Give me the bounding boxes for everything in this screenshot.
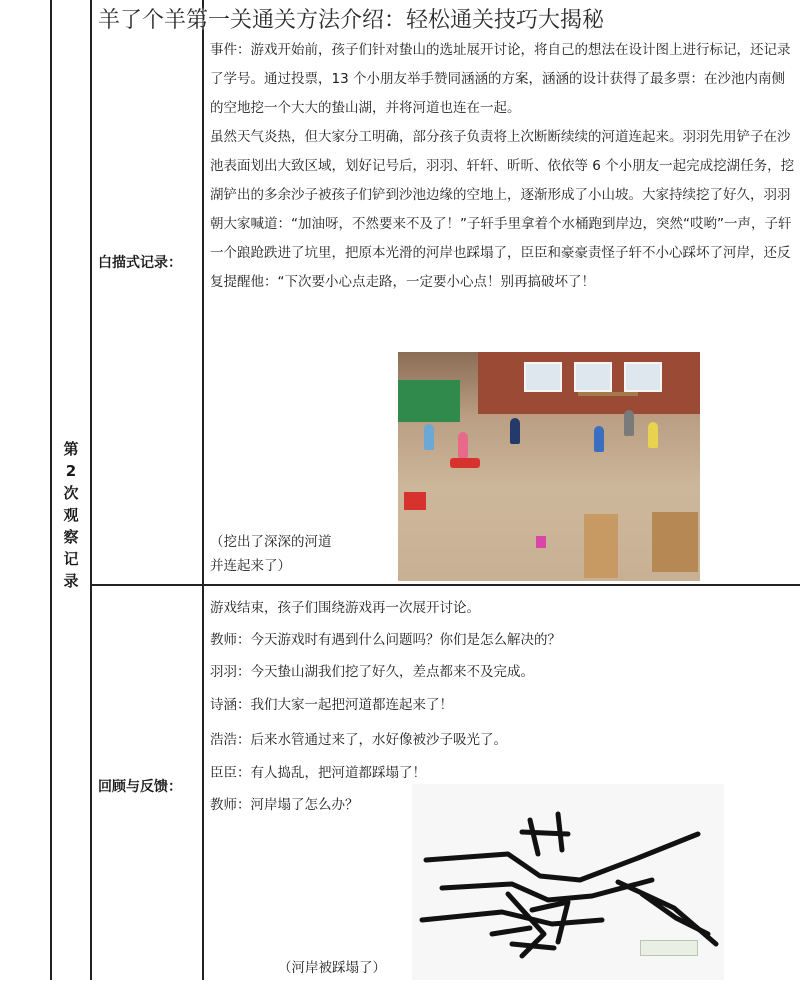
photo-window	[574, 362, 612, 392]
photo-caption: （挖出了深深的河道 并连起来了）	[210, 534, 332, 574]
photo-child	[594, 426, 604, 452]
photo-slide	[398, 380, 460, 422]
record-paragraph: 虽然天气炎热，但大家分工明确，部分孩子负责将上次断断续续的河道连起来。羽羽先用铲子在沙池表面划出大致区域，划好记号后，羽羽、轩轩、昕昕、依依等 6 个小朋友一起完成挖湖任务，挖湖铲出的多余沙子被孩子们铲到沙池边缘的空地上，逐渐形成了小山坡。大家持续挖了好久，羽羽朝大家喊道：“加油呀，不然要来不及了！”子轩手里拿着个水桶跑到岸边，突然“哎哟”一声，子轩一个踉跄跌进了坑里，把原本光滑的河岸也踩塌了，臣臣和豪豪责怪子轩不小心踩坏了河岸，还反复提醒他：“下次要小心点走路，一定要小心点！别再搞破坏了！	[210, 129, 795, 290]
photo-child	[624, 410, 634, 436]
photo-child	[458, 432, 468, 458]
review-line: 浩浩：后来水管通过来了，水好像被沙子吸光了。	[210, 732, 507, 748]
photo-chair	[584, 514, 618, 578]
review-line: 臣臣：有人捣乱，把河道都踩塌了！	[210, 765, 426, 781]
review-line: 游戏结束，孩子们围绕游戏再一次展开讨论。	[210, 600, 480, 616]
review-line: 羽羽：今天蛰山湖我们挖了好久，差点都来不及完成。	[210, 664, 534, 680]
row-divider	[90, 584, 800, 586]
review-line: 教师：今天游戏时有遇到什么问题吗？你们是怎么解决的？	[210, 632, 561, 648]
column-divider-1	[90, 0, 92, 980]
row-label-review: 回顾与反馈：	[98, 779, 182, 795]
photo-window	[524, 362, 562, 392]
record-text	[210, 36, 798, 297]
page-title: 羊了个羊第一关通关方法介绍：轻松通关技巧大揭秘	[98, 8, 605, 33]
review-line: 诗涵：我们大家一起把河道都连起来了！	[210, 697, 453, 713]
photo-child	[510, 418, 520, 444]
photo-window	[624, 362, 662, 392]
record-paragraph: 事件：游戏开始前，孩子们针对蛰山的选址展开讨论，将自己的想法在设计图上进行标记，还记录了学号。通过投票，13 个小朋友举手赞同涵涵的方案，涵涵的设计获得了最多票：在沙池内南侧的空地挖一个大大的蛰山湖，并将河道也连在一起。	[210, 42, 791, 116]
review-line: 教师：河岸塌了怎么办？	[210, 797, 359, 813]
photo-child	[424, 424, 434, 450]
photo-frame	[578, 392, 638, 396]
column-divider-2	[202, 0, 204, 980]
section-label: 第 2 次 观 察 记 录	[63, 440, 79, 590]
drawing-caption: （河岸被踩塌了）	[278, 960, 386, 976]
photo-toy	[404, 492, 426, 510]
sandpit-photo	[398, 352, 700, 581]
row-label-record: 白描式记录：	[98, 255, 182, 271]
watermark-logo	[640, 940, 698, 956]
photo-toy	[536, 536, 546, 548]
photo-child	[648, 422, 658, 448]
photo-chair	[652, 512, 698, 572]
photo-toy	[450, 458, 480, 468]
